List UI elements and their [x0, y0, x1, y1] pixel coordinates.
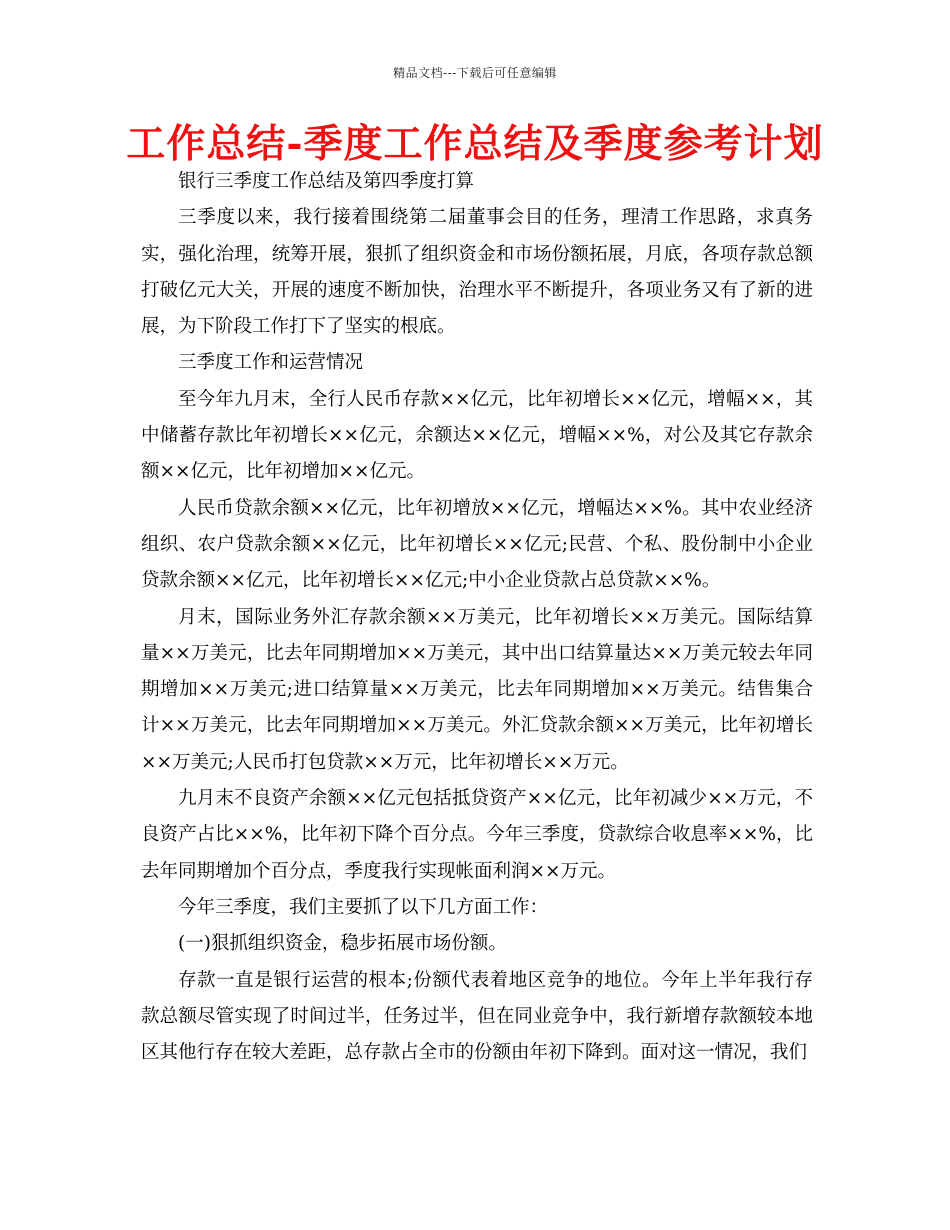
section-heading: (一)狠抓组织资金，稳步拓展市场份额。 [178, 933, 507, 955]
body-paragraph: 至今年九月末，全行人民币存款××亿元，比年初增长××亿元，增幅××，其中储蓄存款比年初增长××亿元，余额达××亿元，增幅××%，对公及其它存款余额××亿元，比年初增加××亿元。 [141, 388, 813, 483]
header-note: 精品文档---下载后可任意编辑 [393, 66, 557, 80]
subtitle-paragraph: 银行三季度工作总结及第四季度打算 [178, 171, 475, 192]
body-paragraph: 人民币贷款余额××亿元，比年初增放××亿元，增幅达××%。其中农业经济组织、农户贷款余额××亿元，比年初增长××亿元;民营、个私、股份制中小企业贷款余额××亿元，比年初增长××亿元;中小企业贷款占总贷款××%。 [141, 497, 813, 592]
body-paragraph: 三季度以来，我行接着围绕第二届董事会目的任务，理清工作思路，求真务实，强化治理，统筹开展，狠抓了组织资金和市场份额拓展，月底，各项存款总额打破亿元大关，开展的速度不断加快，治理水平不断提升，各项业务又有了新的进展，为下阶段工作打下了坚实的根底。 [141, 207, 813, 338]
body-paragraph: 存款一直是银行运营的根本;份额代表着地区竞争的地位。今年上半年我行存款总额尽管实现了时间过半，任务过半，但在同业竞争中，我行新增存款额较本地区其他行存在较大差距，总存款占全市的份额由年初下降到。面对这一情况，我们 [141, 969, 813, 1064]
body-paragraph: 九月末不良资产余额××亿元包括抵贷资产××亿元，比年初减少××万元，不良资产占比××%，比年初下降个百分点。今年三季度，贷款综合收息率××%，比去年同期增加个百分点，季度我行实现帐面利润××万元。 [141, 788, 813, 882]
body-paragraph: 月末，国际业务外汇存款余额××万美元，比年初增长××万美元。国际结算量××万美元，比去年同期增加××万美元，其中出口结算量达××万美元较去年同期增加××万美元;进口结算量××万美元，比去年同期增加××万美元。结售集合计××万美元，比去年同期增加××万美元。外汇贷款余额××万美元，比年初增长××万美元;人民币打包贷款××万元，比年初增长××万元。 [141, 606, 813, 773]
section-heading: 三季度工作和运营情况 [178, 352, 364, 374]
body-paragraph: 今年三季度，我们主要抓了以下几方面工作： [178, 896, 549, 918]
document-body [141, 164, 813, 1071]
document-title: 工作总结-季度工作总结及季度参考计划 [126, 121, 824, 167]
